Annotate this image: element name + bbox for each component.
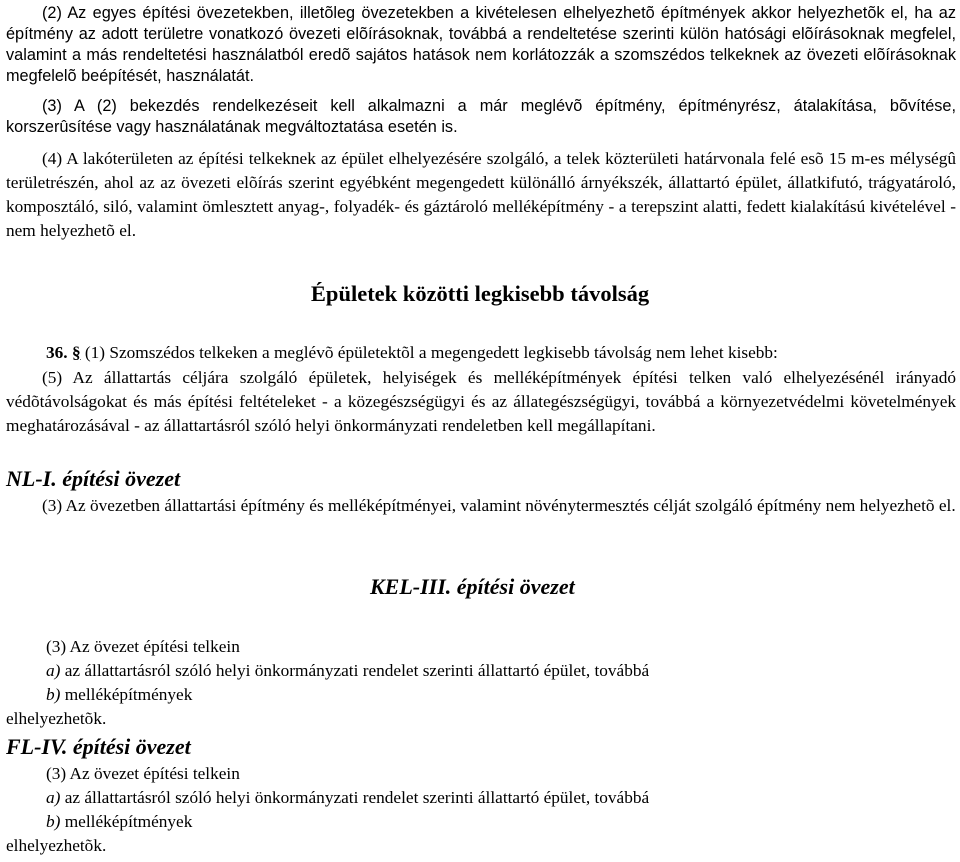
kel-item-b-text: melléképítmények <box>60 685 193 704</box>
paragraph-2-4: (4) A lakóterületen az építési telkeknek az épület elhelyezésére szolgáló, a telek közterületi határvonala felé esõ 15 m-es mélységû területrészén, ahol az az övezeti elõírás szerint egyébként megengedett különálló árnyékszék, állattartó épület, állatkifutó, trágyatároló, komposztáló, siló, valamint ömlesztett anyag-, folyadék- és gáztároló melléképítmény - a terepszint alatti, fedett kialakítású kivételével - nem helyezhetõ el. <box>6 149 956 240</box>
fl-item-b <box>46 810 192 834</box>
section-number: 36. <box>46 343 68 362</box>
fl-item-a <box>46 786 649 810</box>
kel-closing: elhelyezhetõk. <box>6 709 107 728</box>
paragraph-2-2: (2) Az egyes építési övezetekben, illetõleg övezetekben a kivételesen elhelyezhetõ építmények akkor helyezhetõk el, ha az építmény az adott területre vonatkozó övezeti elõírásoknak, továbbá a rendeltetése szerinti külön hatósági elõírásoknak megfelel, valamint a más rendeltetési használatból eredõ sajátos hatások nem korlátozzák a szomszédos telkeknek az övezeti elõírásoknak megfelelõ beépítését, használatát. <box>6 4 956 86</box>
kel-item-a <box>46 659 649 683</box>
zone-title-kel: KEL-III. építési övezet <box>370 574 575 599</box>
zone-title-fl: FL-IV. építési övezet <box>6 734 191 759</box>
paragraph-36-1 <box>46 341 956 365</box>
paragraph-2-3: (3) A (2) bekezdés rendelkezéseit kell alkalmazni a már meglévõ építmény, építményrész, átalakítása, bõvítése, korszerûsítése vagy használatának megváltoztatása esetén is. <box>6 97 956 137</box>
kel-item-a-text: az állattartásról szóló helyi önkormányzati rendelet szerinti állattartó épület, továbbá <box>60 661 650 680</box>
kel-item-b <box>46 683 192 707</box>
section-sign: § <box>71 343 81 362</box>
fl-item-b-marker: b) <box>46 812 61 831</box>
kel-item-a-marker: a) <box>46 661 61 680</box>
fl-item-b-text: melléképítmények <box>60 812 193 831</box>
paragraph-36-1-text: (1) Szomszédos telkeken a meglévõ épületektõl a megengedett legkisebb távolság nem lehet kisebb: <box>84 343 778 362</box>
paragraph-nl-3: (3) Az övezetben állattartási építmény és melléképítményei, valamint növénytermesztés célját szolgáló építmény nem helyezhetõ el. <box>42 496 956 515</box>
kel-item-b-marker: b) <box>46 685 61 704</box>
kel-paragraph-3: (3) Az övezet építési telkein <box>46 637 240 656</box>
section-heading: Épületek közötti legkisebb távolság <box>310 281 650 306</box>
paragraph-36-5: (5) Az állattartás céljára szolgáló épületek, helyiségek és melléképítmények építési telken való elhelyezésénél irányadó védõtávolságokat és más építési feltételeket - a közegészségügyi és az állategészségügyi, továbbá a környezetvédelmi követelmények meghatározásával - az állattartásról szóló helyi önkormányzati rendeletben kell megállapítani. <box>6 368 956 435</box>
fl-item-a-marker: a) <box>46 788 61 807</box>
fl-closing: elhelyezhetõk. <box>6 836 107 855</box>
fl-paragraph-3: (3) Az övezet építési telkein <box>46 764 240 783</box>
fl-item-a-text: az állattartásról szóló helyi önkormányzati rendelet szerinti állattartó épület, továbbá <box>60 788 650 807</box>
zone-title-nl: NL-I. építési övezet <box>6 466 181 491</box>
